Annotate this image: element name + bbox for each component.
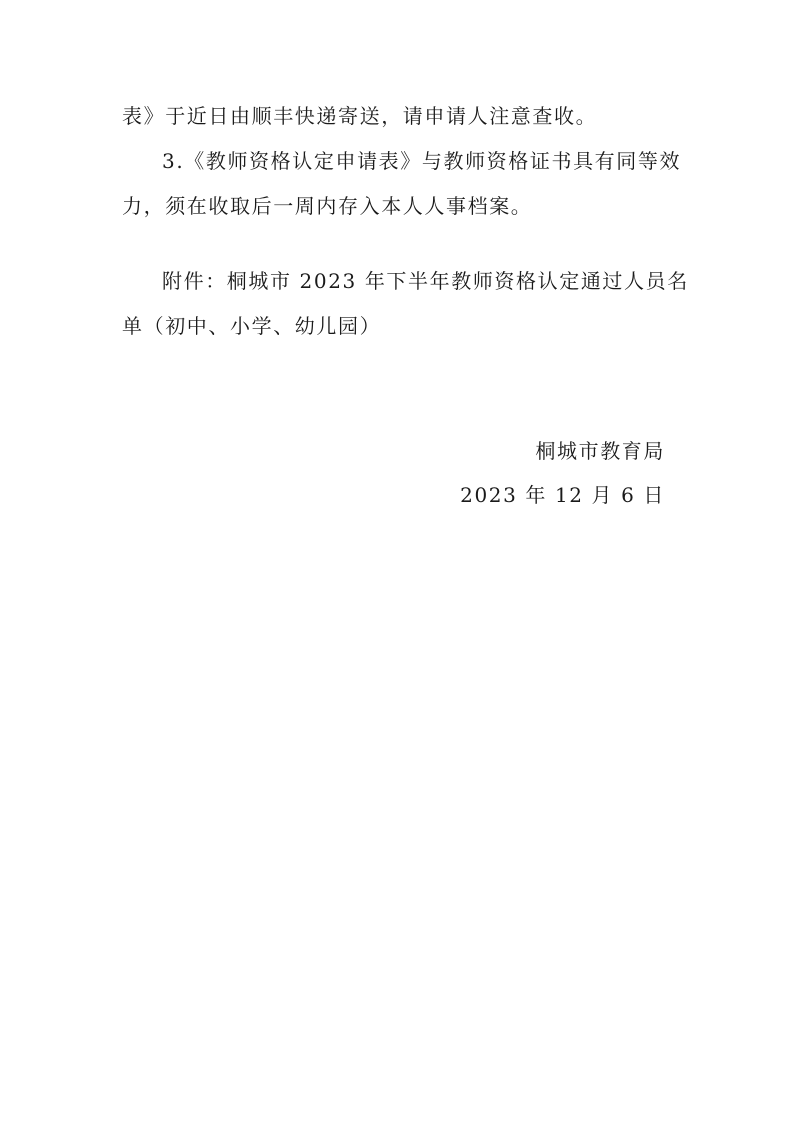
- body-line-1: 表》于近日由顺丰快递寄送，请申请人注意查收。: [122, 104, 598, 128]
- issuer-name: 桐城市教育局: [535, 439, 665, 463]
- body-line-2: 3.《教师资格认定申请表》与教师资格证书具有同等效: [162, 149, 682, 173]
- issue-date: 2023 年 12 月 6 日: [460, 483, 665, 507]
- attachment-line-1: 附件：桐城市 2023 年下半年教师资格认定通过人员名: [162, 269, 689, 293]
- attachment-line-2: 单（初中、小学、幼儿园）: [122, 314, 382, 338]
- body-line-3: 力，须在收取后一周内存入本人人事档案。: [122, 194, 533, 218]
